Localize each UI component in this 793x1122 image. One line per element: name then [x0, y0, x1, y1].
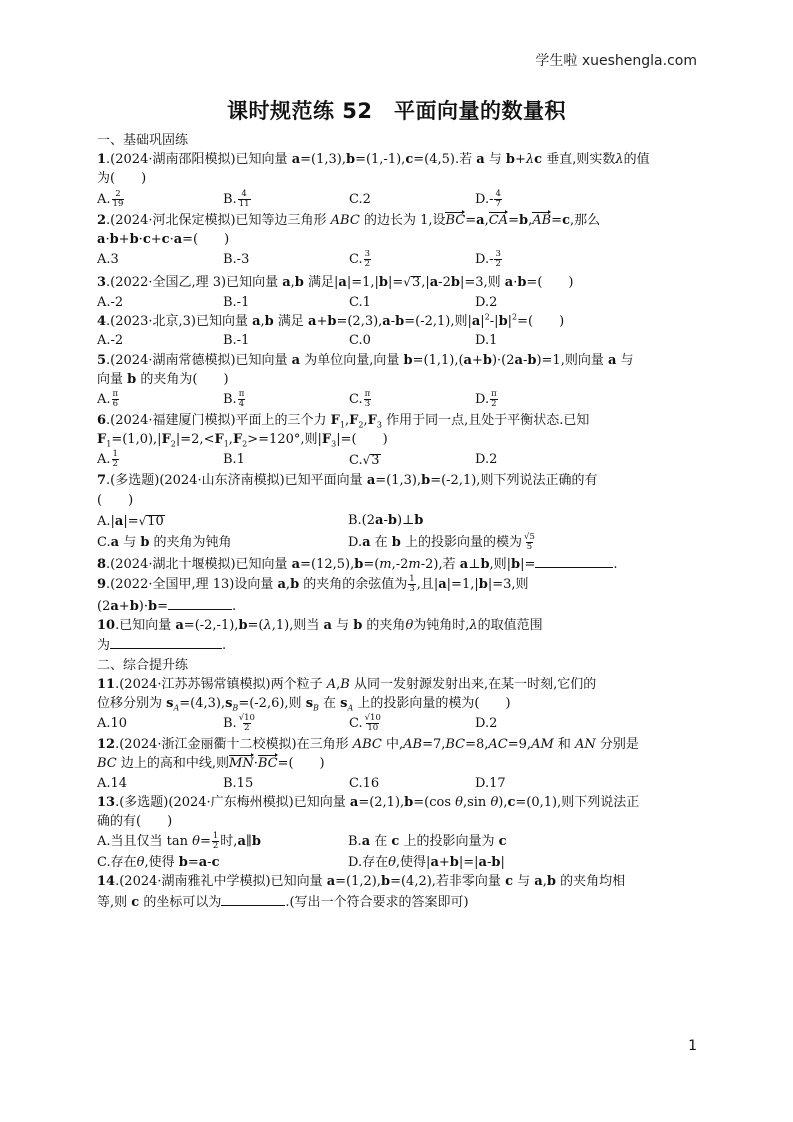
option-a: A.10: [97, 716, 128, 732]
worksheet-body: 一、基础巩固练 1.(2024·湖南邵阳模拟)已知向量 a=(1,3),b=(1,-1),c=(4,5).若 a 与 b+λc 垂直,则实数λ的值 为( ) A. $\frac{2}{19}$ B. $\frac{4}{11}$ C.2 D.- $\frac{4}{7}$ 2.(2024·河北保定模拟)已知等边三角形 ABC 的边长为 1,设BC=a,CA=b,AB=c,那么 a·b+b·c+c·a=( ) A.3 B.-3 C. $\frac{3}{2}$ D.- $\frac{3}{2}$ 3.(2022·全国乙,理 3)已知向量 a,b 满足|a|=1,|b|=√3,|a-2b|=3,则 a·b=( ) A.-2 B.-1 C.1 D.2 4.(2023·北京,3)已知向量 a,b 满足 a+b=(2,3),a-b=(-2,1),则$|a|^2-|b|^2=$( ) A.-2 B.-1 C.0 D.1 5.(2024·湖南常德模拟)已知向量 a 为单位向量,向量 b=(1,1),(a+b)·(2a-b)=1,则向量 a 与 向量 b 的夹角为( ) A. $\frac{\pi}{6}$ B. $\frac{\pi}{4}$ C. $\frac{\pi}{3}$ D. $\frac{\pi}{2}$ 6.(2024·福建厦门模拟)平面上的三个力 $F_1,F_2,F_3$ 作用于同一点,且处于平衡状态.已知 $F_1=(1,0),|F_2|=2,<F_1,F_2>=120^\circ$,则$|F_3|=$( ) A. $\frac{1}{2}$ B.1 C.√3 D.2 7.(多选题)(2024·山东济南模拟)已知平面向量 a=(1,3),b=(-2,1),则下列说法正确的有 ( ) A.|a|=√10 B.(2a-b)⊥b C.a 与 b 的夹角为钝角 D.a 在 b 上的投影向量的模为 $\frac{√5}{5}$ 8.(2024·湖北十堰模拟)已知向量 a=(12,5),b=(m,-2m-2),若 a⊥b,则|b|= . 9.(2022·全国甲,理 13)设向量 a,b 的夹角的余弦值为 $\frac{1}{3}$ ,且|a|=1,|b|=3,则 (2a+b)·b= . 10.已知向量 a=(-2,-1),b=(λ,1),则当 a 与 b 的夹角θ为钝角时,λ的取值范围 为 . 二、综合提升练 11.(2024·江苏苏锡常镇模拟)两个粒子 A,B 从同一发射源发射出来,在某一时刻,它们的 位移分别为 $s_A=(4,3),s_B=(-2,6)$,则 $s_B$ 在 $s_A$ 上的投影向量的模为( ) A.10 B. $\frac{√10}{2}$ C. $\frac{√10}{10}$ D.2 12.(2024·浙江金丽衢十二校模拟)在三角形 ABC 中,AB=7,BC=8,AC=9,AM 和 AN 分别是 BC 边上的高和中线,则MN·BC=( ) A.14 B.15 C.16 D.17 13.(多选题)(2024·广东梅州模拟)已知向量 a=(2,1),b=(cos θ,sin θ),c=(0,1),则下列说法正 确的有( ) A.当且仅当 tan θ= $\frac{1}{2}$ 时,a∥b B.a 在 c 上的投影向量为 c C.存在θ,使得 b=a-c D.存在θ,使得|a+b|=|a-b| 14.(2024·湖南雅礼中学模拟)已知向量 a=(1,2),b=(4,2),若非零向量 c 与 a,b 的夹角均相 等,则 c 的坐标可以为 .(写出一个符合要求的答案即可): [97, 131, 701, 912]
option-b: B.(2a-b)⊥b: [348, 512, 424, 528]
options-q11: [97, 713, 701, 735]
question-7: 7.(多选题)(2024·山东济南模拟)已知平面向量 a=(1,3),b=(-2,1),则下列说法正确的有: [97, 473, 598, 489]
question-9: 9.(2022·全国甲,理 13)设向量 a,b 的夹角的余弦值为 $\frac{1}{3}$ ,且|a|=1,|b|=3,则: [97, 574, 529, 595]
option-c: C.2: [349, 191, 371, 207]
option-a: A. $\frac{2}{19}$: [97, 188, 124, 209]
option-c: C. $\frac{√10}{10}$: [349, 713, 381, 734]
option-d: D.17: [475, 775, 506, 791]
question-5: 5.(2024·湖南常德模拟)已知向量 a 为单位向量,向量 b=(1,1),(a+b)·(2a-b)=1,则向量 a 与: [97, 352, 634, 368]
question-10: 10.已知向量 a=(-2,-1),b=(λ,1),则当 a 与 b 的夹角θ为钝角时,λ的取值范围: [97, 618, 543, 634]
option-a: A.3: [97, 252, 119, 268]
options-q3: [97, 293, 701, 312]
option-d: D. $\frac{\pi}{2}$: [475, 389, 497, 410]
options-q13-row1: [97, 831, 701, 853]
options-q7-row2: [97, 532, 701, 554]
option-a: A.-2: [97, 333, 124, 349]
option-b: B.-1: [223, 333, 250, 349]
question-2: 2.(2024·河北保定模拟)已知等边三角形 ABC 的边长为 1,设BC=a,CA=b,AB=c,那么: [97, 211, 701, 230]
question-13: 13.(多选题)(2024·广东梅州模拟)已知向量 a=(2,1),b=(cos θ,sin θ),c=(0,1),则下列说法正: [97, 794, 640, 810]
section-heading-comprehensive: 二、综合提升练: [97, 657, 189, 673]
option-a: A. $\frac{1}{2}$: [97, 449, 118, 470]
page-title: 课时规范练 52 平面向量的数量积: [226, 99, 567, 123]
options-q1: [97, 189, 701, 211]
option-d: D.2: [475, 452, 498, 468]
option-a: A.-2: [97, 295, 124, 311]
answer-blank[interactable]: [110, 635, 222, 649]
option-c: C. $\frac{\pi}{3}$: [349, 389, 371, 410]
options-q2: [97, 249, 701, 271]
option-c: C.0: [349, 333, 371, 349]
option-c: C.存在θ,使得 b=a-c: [97, 855, 220, 871]
question-12: 12.(2024·浙江金丽衢十二校模拟)在三角形 ABC 中,AB=7,BC=8,AC=9,AM 和 AN 分别是: [97, 737, 639, 753]
option-b: B.a 在 c 上的投影向量为 c: [348, 834, 507, 850]
option-d: D.- $\frac{3}{2}$: [475, 249, 501, 270]
option-b: B.15: [223, 775, 254, 791]
question-11: 11.(2024·江苏苏锡常镇模拟)两个粒子 A,B 从同一发射源发射出来,在某一时刻,它们的: [97, 676, 597, 692]
question-6: 6.(2024·福建厦门模拟)平面上的三个力 $F_1,F_2,F_3$ 作用于同一点,且处于平衡状态.已知: [97, 413, 590, 430]
answer-blank[interactable]: [221, 892, 285, 906]
option-b: B.-3: [223, 252, 250, 268]
options-q6: [97, 449, 701, 471]
question-3: 3.(2022·全国乙,理 3)已知向量 a,b 满足|a|=1,|b|=√3,|a-2b|=3,则 a·b=( ): [97, 275, 574, 291]
option-a: A.14: [97, 775, 128, 791]
option-c: C.16: [349, 775, 380, 791]
question-14: 14.(2024·湖南雅礼中学模拟)已知向量 a=(1,2),b=(4,2),若非零向量 c 与 a,b 的夹角均相: [97, 874, 626, 890]
option-b: B. $\frac{\pi}{4}$: [223, 389, 245, 410]
answer-blank[interactable]: [535, 554, 613, 568]
option-b: B.-1: [223, 295, 250, 311]
options-q13-row2: [97, 853, 701, 872]
page-number: 1: [688, 1038, 697, 1054]
question-4: 4.(2023·北京,3)已知向量 a,b 满足 a+b=(2,3),a-b=(-2,1),则$|a|^2-|b|^2=$( ): [97, 312, 565, 330]
options-q4: [97, 331, 701, 350]
question-number: 1: [97, 152, 107, 168]
question-8: 8.(2024·湖北十堰模拟)已知向量 a=(12,5),b=(m,-2m-2),若 a⊥b,则|b|= .: [97, 554, 701, 574]
option-d: D.存在θ,使得|a+b|=|a-b|: [348, 855, 505, 871]
option-a: A. $\frac{\pi}{6}$: [97, 389, 119, 410]
option-c: C. $\frac{3}{2}$: [349, 249, 371, 270]
option-c: C.√3: [349, 453, 380, 469]
option-a: A.当且仅当 tan θ= $\frac{1}{2}$ 时,a∥b: [97, 831, 261, 852]
option-d: D.2: [475, 716, 498, 732]
option-d: D.1: [475, 333, 498, 349]
option-c: C.a 与 b 的夹角为钝角: [97, 534, 232, 550]
option-d: D.- $\frac{4}{7}$: [475, 188, 501, 209]
option-c: C.1: [349, 295, 371, 311]
question-1: 1.(2024·湖南邵阳模拟)已知向量 a=(1,3),b=(1,-1),c=(4,5).若 a 与 b+λc 垂直,则实数λ的值: [97, 152, 650, 168]
options-q7-row1: [97, 510, 701, 532]
section-heading-basic: 一、基础巩固练: [97, 133, 189, 148]
options-q5: [97, 389, 701, 411]
answer-blank[interactable]: [168, 596, 232, 610]
options-q12: [97, 774, 701, 793]
site-brand: 学生啦 xueshengla.com: [535, 53, 697, 69]
option-b: B. $\frac{4}{11}$: [223, 188, 250, 209]
option-b: B. $\frac{√10}{2}$: [223, 713, 255, 734]
option-d: D.2: [475, 295, 498, 311]
option-a: A.|a|=√10: [97, 513, 164, 529]
option-d: D.a 在 b 上的投影向量的模为 $\frac{√5}{5}$: [348, 531, 535, 552]
option-b: B.1: [223, 452, 245, 468]
